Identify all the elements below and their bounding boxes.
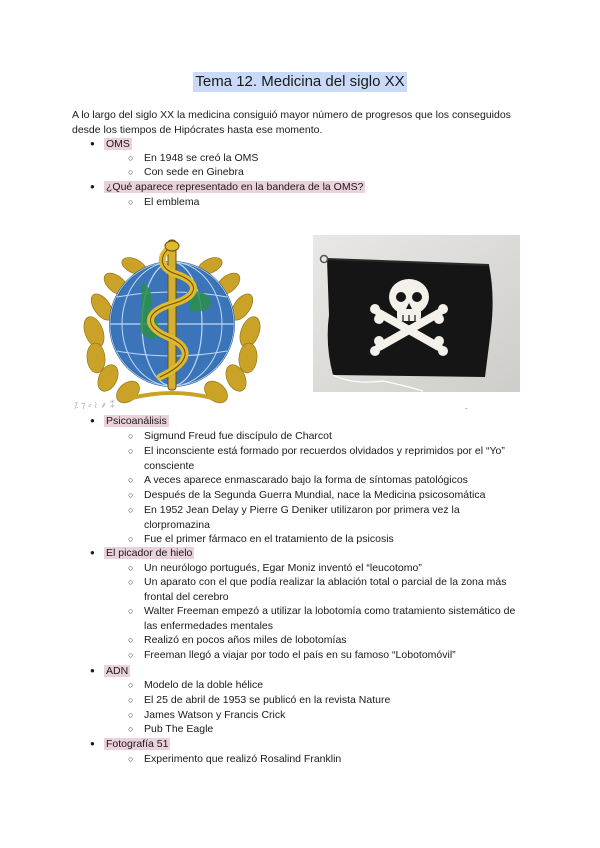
list-item: ○ Experimento que realizó Rosalind Franklin [128, 753, 342, 765]
list-item: ○ Un aparato con el que podía realizar la ablación total o parcial de la zona más frontal del cerebro [128, 576, 507, 603]
section-label: Psicoanálisis [106, 415, 167, 427]
section-label: Fotografía 51 [106, 738, 169, 750]
bullet-icon: ● [90, 548, 95, 557]
list-item: ○ Fue el primer fármaco en el tratamiento de la psicosis [128, 533, 394, 545]
who-emblem-image [72, 212, 272, 410]
list-item: ○ Un neurólogo portugués, Egar Moniz inventó el “leucotomo” [128, 562, 422, 574]
section-label: ADN [106, 665, 129, 677]
list-item: ○ El 25 de abril de 1953 se publicó en la revista Nature [128, 694, 391, 706]
section-adn [90, 664, 130, 679]
circle-bullet-icon: ○ [128, 167, 134, 177]
section-label: El picador de hielo [106, 547, 193, 559]
intro-paragraph: A lo largo del siglo XX la medicina consiguió mayor número de progresos que los conseguidos desde los tiempos de Hipócrates hasta ese momento. [72, 109, 511, 136]
list-item: ○ El inconsciente está formado por recuerdos olvidados y reprimidos por el “Yo” consciente [128, 445, 505, 472]
circle-bullet-icon: ○ [128, 754, 134, 764]
section-oms [90, 137, 132, 152]
list-item: ○ Realizó en pocos años miles de lobotomías [128, 634, 347, 646]
circle-bullet-icon: ○ [128, 680, 134, 690]
list-item: ○ A veces aparece enmascarado bajo la forma de síntomas patológicos [128, 474, 468, 486]
list-item: ○ En 1952 Jean Delay y Pierre G Deniker utilizaron por primera vez la clorpromazina [128, 504, 460, 531]
list-item: ○ Sigmund Freud fue discípulo de Charcot [128, 430, 332, 442]
list-item: ○ En 1948 se creó la OMS [128, 152, 259, 164]
circle-bullet-icon: ○ [128, 577, 134, 587]
section-psicoanalisis [90, 414, 169, 429]
list-item: ○ Pub The Eagle [128, 723, 214, 735]
circle-bullet-icon: ○ [128, 475, 134, 485]
pirate-flag-icon [313, 235, 520, 392]
circle-bullet-icon: ○ [128, 505, 134, 515]
circle-bullet-icon: ○ [128, 153, 134, 163]
bullet-icon: ● [90, 416, 95, 425]
circle-bullet-icon: ○ [128, 724, 134, 734]
pirate-flag-image [313, 235, 520, 392]
list-item: ○ Modelo de la doble hélice [128, 679, 264, 691]
bullet-icon: ● [90, 139, 95, 148]
list-item: ○ Después de la Segunda Guerra Mundial, nace la Medicina psicosomática [128, 489, 486, 501]
page-title: Tema 12. Medicina del siglo XX [195, 73, 405, 90]
circle-bullet-icon: ○ [128, 650, 134, 660]
circle-bullet-icon: ○ [128, 563, 134, 573]
bullet-icon: ● [90, 182, 95, 191]
list-item: ○ James Watson y Francis Crick [128, 709, 286, 721]
circle-bullet-icon: ○ [128, 695, 134, 705]
list-item: ○ El emblema [128, 196, 200, 208]
title-wrap [0, 72, 600, 92]
list-item: ○ Freeman llegó a viajar por todo el país en su famoso “Lobotomóvil” [128, 649, 456, 661]
circle-bullet-icon: ○ [128, 635, 134, 645]
circle-bullet-icon: ○ [128, 197, 134, 207]
circle-bullet-icon: ○ [128, 710, 134, 720]
section-label: ¿Qué aparece representado en la bandera de la OMS? [106, 181, 364, 193]
section-bandera [90, 180, 365, 195]
section-label: OMS [106, 138, 130, 150]
list-item: ○ Con sede en Ginebra [128, 166, 244, 178]
circle-bullet-icon: ○ [128, 446, 134, 456]
bullet-icon: ● [90, 666, 95, 675]
section-fotografia-51 [90, 737, 170, 752]
circle-bullet-icon: ○ [128, 534, 134, 544]
who-emblem-icon [72, 212, 272, 410]
svg-text:⁒ ⁊ ⸗ ≀ ⸙ ⁑: ⁒ ⁊ ⸗ ≀ ⸙ ⁑ [74, 401, 115, 410]
section-picador [90, 546, 194, 561]
image-caption-dot: . [465, 402, 468, 411]
circle-bullet-icon: ○ [128, 431, 134, 441]
bullet-icon: ● [90, 739, 95, 748]
list-item: ○ Walter Freeman empezó a utilizar la lobotomía como tratamiento sistemático de las enfermedades mentales [128, 605, 516, 632]
circle-bullet-icon: ○ [128, 606, 134, 616]
circle-bullet-icon: ○ [128, 490, 134, 500]
